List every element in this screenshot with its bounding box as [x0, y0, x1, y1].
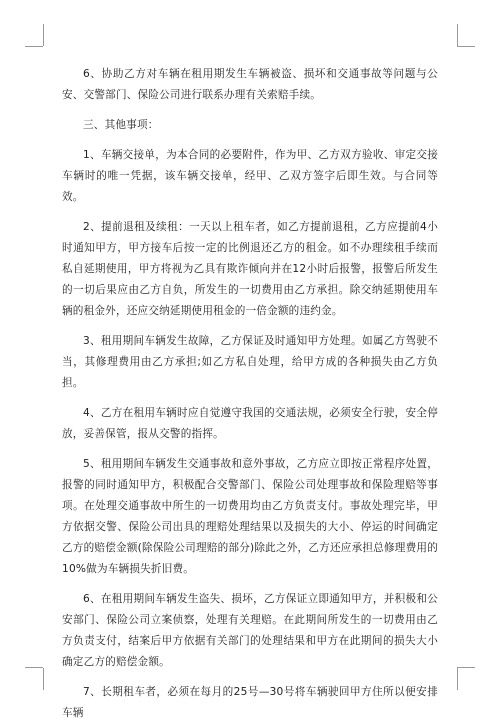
paragraph-clause-1-handover: 1、车辆交接单，为本合同的必要附件，作为甲、乙方双方验收、审定交接车辆时的唯一凭据，该车辆交接单，经甲、乙双方签字后即生效。与合同等效。	[62, 149, 438, 203]
paragraph-clause-5-accident: 5、租用期间车辆发生交通事故和意外事故，乙方应立即按正常程序处置，报警的同时通知甲方，积极配合交警部门、保险公司处理事故和保险理赔等事项。在处理交通事故中所生的一切费用均由乙方负责支付。事故处理完毕，甲方依据交警、保险公司出具的理赔处理结果以及损失的大小、停运的时间确定乙方的赔偿金额(除保险公司理赔的部分)除此之外，乙方还应承担总修理费用的10%做为车辆损失折旧费。	[62, 458, 438, 575]
crop-mark-top-right-h	[457, 45, 475, 47]
paragraph-item-6-assist: 6、协助乙方对车辆在租用期发生车辆被盗、损坏和交通事故等问题与公安、交警部门、保险公司进行联系办理有关索赔手续。	[62, 68, 438, 101]
paragraph-clause-4-traffic-rules: 4、乙方在租用车辆时应自觉遵守我国的交通法规，必须安全行驶，安全停放，妥善保管，报从交警的指挥。	[62, 407, 438, 440]
paragraph-clause-7-long-term: 7、长期租车者，必须在每月的25号—30号将车辆驶回甲方住所以便安排车辆	[62, 686, 438, 719]
crop-mark-bottom-left-h	[25, 667, 43, 669]
crop-mark-top-right	[457, 24, 466, 46]
crop-mark-bottom-left	[35, 668, 44, 690]
section-heading-other-matters: 三、其他事项：	[83, 119, 159, 131]
crop-mark-bottom-right-h	[457, 667, 475, 669]
paragraph-clause-6-theft: 6、在租用期间车辆发生盗失、损坏，乙方保证立即通知甲方，并积极和公安部门、保险公司立案侦察，处理有关理赔。在此期间所发生的一切费用由乙方负责支付，结案后甲方依据有关部门的处理结果和甲方在此期间的损失大小确定乙方的赔偿金额。	[62, 593, 438, 668]
crop-mark-top-left	[35, 24, 44, 46]
crop-mark-top-left-h	[25, 45, 43, 47]
document-body	[62, 64, 438, 724]
crop-mark-bottom-right	[457, 668, 466, 690]
paragraph-clause-3-breakdown: 3、租用期间车辆发生故障，乙方保证及时通知甲方处理。如属乙方驾驶不当，其修理费用由乙方承担;如乙方私自处理，给甲方成的各种损失由乙方负担。	[62, 335, 438, 389]
paragraph-clause-2-early-return: 2、提前退租及续租：一天以上租车者，如乙方提前退租，乙方应提前4小时通知甲方，甲方接车后按一定的比例退还乙方的租金。如不办理续租手续而私自延期使用，甲方将视为乙具有欺诈倾向并在12小时后报警，报警后所发生的一切后果应由乙方自负，所发生的一切费用由乙方承担。除交纳延期使用车辆的租金外，还应交纳延期使用租金的一倍金额的违约金。	[62, 221, 438, 317]
